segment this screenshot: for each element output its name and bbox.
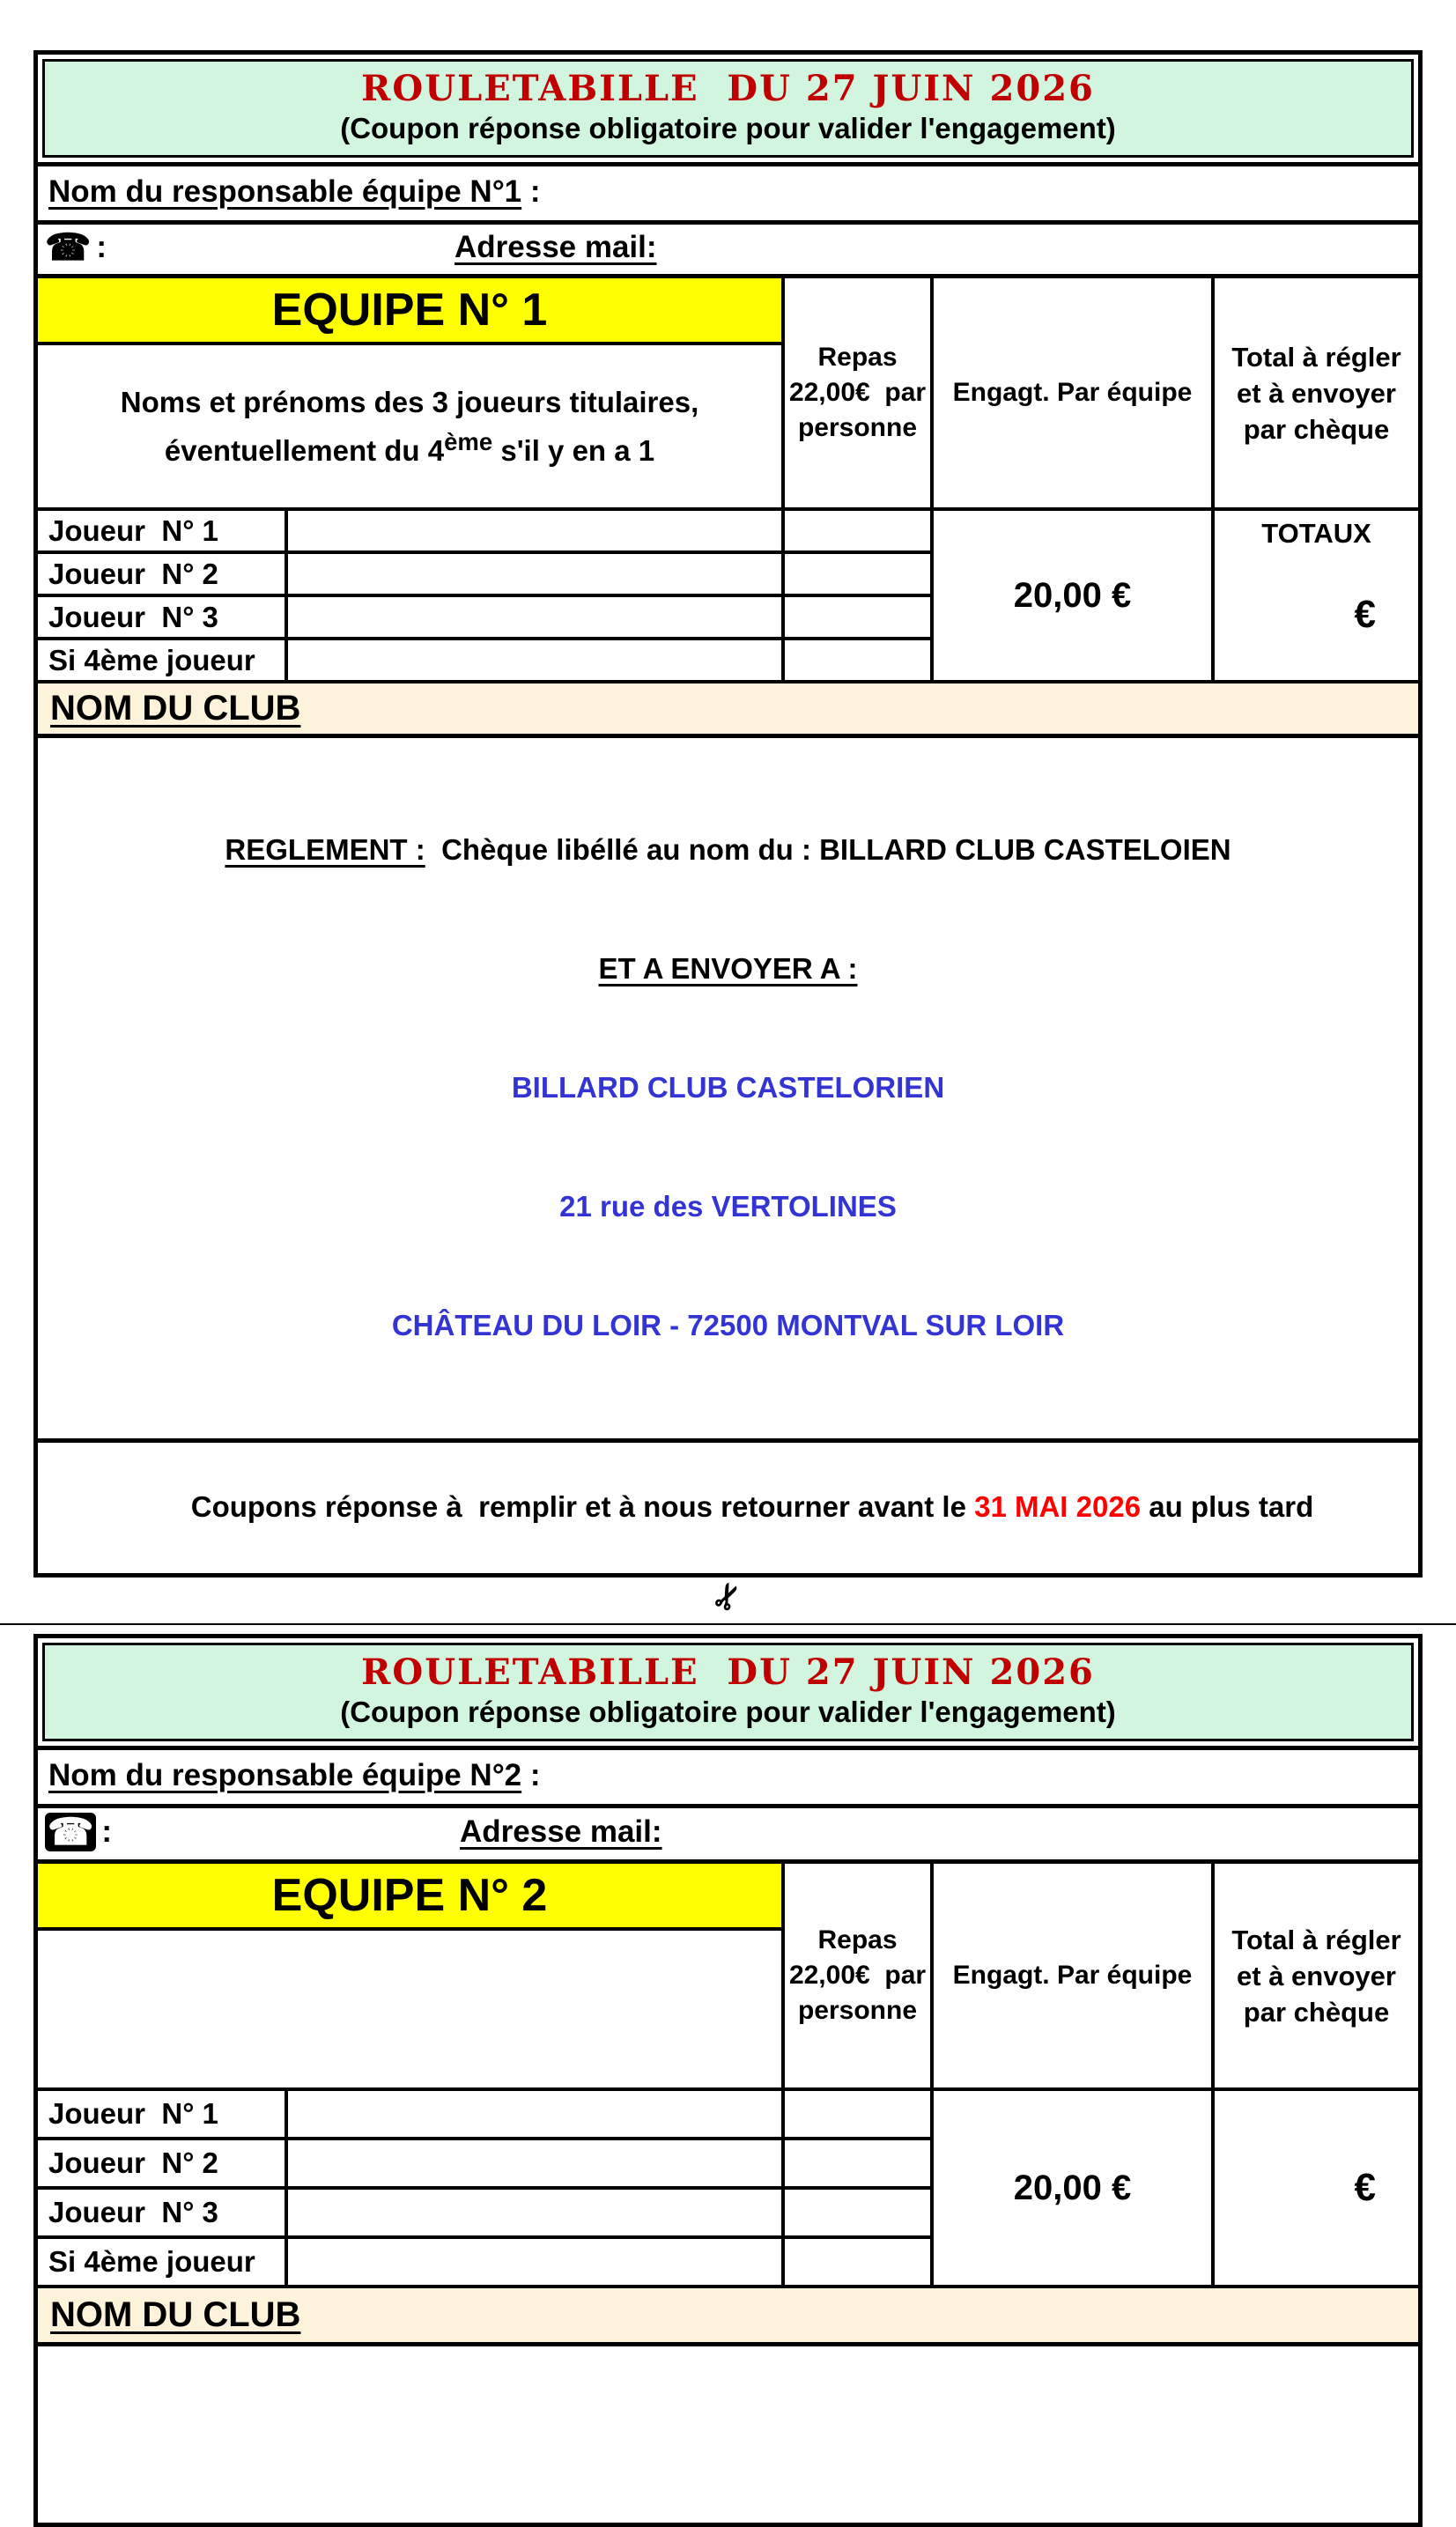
engagement-fee: 20,00 €	[1013, 2168, 1132, 2207]
mail-label: Adresse mail:	[454, 230, 657, 264]
responsable-colon: :	[521, 174, 541, 209]
responsable-row[interactable]	[38, 162, 1418, 220]
event-title: ROULETABILLE DU 27 JUIN 2026	[361, 68, 1095, 109]
player4-label: Si 4ème joueur	[38, 640, 285, 680]
player1-label: Joueur N° 1	[38, 2091, 285, 2137]
event-subtitle: (Coupon réponse obligatoire pour valider l'engagement)	[340, 1696, 1116, 1728]
players-subheader-cell-empty	[38, 1931, 781, 2087]
repas-header-cell: Repas 22,00€ par personne	[785, 278, 930, 507]
player3-name-field[interactable]	[288, 597, 781, 637]
players-subheader-cell: Noms et prénoms des 3 joueurs titulaires, éventuellement du 4ème s'il y en a 1	[38, 345, 781, 507]
empty-bottom-block[interactable]	[38, 2342, 1418, 2523]
player4-repas-field[interactable]	[785, 2239, 930, 2285]
event-subtitle: (Coupon réponse obligatoire pour valider l'engagement)	[340, 112, 1116, 144]
responsable-row[interactable]	[38, 1746, 1418, 1804]
totaux-label: TOTAUX	[1261, 518, 1371, 549]
player4-name-field[interactable]	[288, 640, 781, 680]
club-name-row[interactable]	[38, 683, 1418, 734]
player2-repas-field[interactable]	[785, 2140, 930, 2186]
coupon-team2	[33, 1634, 1423, 2527]
phone-icon: ☎	[45, 1813, 96, 1851]
phone-colon: :	[96, 230, 107, 264]
player1-name-field[interactable]	[288, 2091, 781, 2137]
player1-repas-field[interactable]	[785, 511, 930, 550]
club-label: NOM DU CLUB	[50, 689, 301, 728]
team2-table	[38, 1859, 1418, 2342]
team2-title-cell	[38, 1864, 781, 1927]
player3-repas-field[interactable]	[785, 597, 930, 637]
totals-cell[interactable]	[1215, 511, 1418, 680]
repas-header-cell: Repas 22,00€ par personne	[785, 1864, 930, 2087]
deadline-row: Coupons réponse à remplir et à nous retourner avant le 31 MAI 2026 au plus tard	[38, 1438, 1418, 1573]
player3-label: Joueur N° 3	[38, 597, 285, 637]
engagement-fee-cell	[934, 2091, 1211, 2285]
contact-row[interactable]	[38, 1804, 1418, 1859]
scissors-icon: ✂	[705, 1576, 751, 1618]
phone-colon: :	[101, 1814, 112, 1849]
total-header-cell: Total à régler et à envoyer par chèque	[1215, 1864, 1418, 2087]
engagement-fee: 20,00 €	[1013, 575, 1132, 615]
address-city: CHÂTEAU DU LOIR - 72500 MONTVAL SUR LOIR	[391, 1309, 1065, 1341]
coupon-team1	[33, 50, 1423, 1578]
player3-repas-field[interactable]	[785, 2190, 930, 2235]
event-title: ROULETABILLE DU 27 JUIN 2026	[361, 1651, 1095, 1693]
player2-name-field[interactable]	[288, 2140, 781, 2186]
player2-label: Joueur N° 2	[38, 554, 285, 594]
cut-zone	[33, 1578, 1423, 1634]
responsable-colon: :	[521, 1758, 541, 1792]
euro-sign: €	[1354, 593, 1376, 636]
engagement-header-cell: Engagt. Par équipe	[934, 1864, 1211, 2087]
player2-label: Joueur N° 2	[38, 2140, 285, 2186]
player1-repas-field[interactable]	[785, 2091, 930, 2137]
contact-row[interactable]	[38, 220, 1418, 274]
club-name-row[interactable]	[38, 2288, 1418, 2342]
player4-repas-field[interactable]	[785, 640, 930, 680]
player3-label: Joueur N° 3	[38, 2190, 285, 2235]
team1-title: EQUIPE N° 1	[271, 284, 548, 336]
player4-name-field[interactable]	[288, 2239, 781, 2285]
player2-name-field[interactable]	[288, 554, 781, 594]
event-banner	[42, 59, 1414, 158]
total-header-cell: Total à régler et à envoyer par chèque	[1215, 278, 1418, 507]
phone-icon: ☎	[45, 226, 92, 268]
club-label: NOM DU CLUB	[50, 2295, 301, 2334]
team1-table	[38, 274, 1418, 734]
mail-label: Adresse mail:	[459, 1814, 662, 1849]
player3-name-field[interactable]	[288, 2190, 781, 2235]
reglement-line2: ET A ENVOYER A :	[598, 952, 858, 985]
player2-repas-field[interactable]	[785, 554, 930, 594]
address-street: 21 rue des VERTOLINES	[559, 1190, 897, 1223]
reglement-line1: REGLEMENT : Chèque libéllé au nom du : BILLARD CLUB CASTELOIEN	[225, 833, 1231, 866]
address-club: BILLARD CLUB CASTELORIEN	[511, 1071, 945, 1104]
responsable-label: Nom du responsable équipe N°1	[48, 174, 522, 209]
player1-label: Joueur N° 1	[38, 511, 285, 550]
cut-line	[0, 1623, 1456, 1625]
engagement-header-cell: Engagt. Par équipe	[934, 278, 1211, 507]
responsable-label: Nom du responsable équipe N°2	[48, 1758, 522, 1792]
player1-name-field[interactable]	[288, 511, 781, 550]
team1-title-cell	[38, 278, 781, 342]
deadline-date: 31 MAI 2026	[974, 1490, 1142, 1523]
euro-sign: €	[1354, 2166, 1376, 2209]
team2-title: EQUIPE N° 2	[271, 1870, 548, 1921]
player4-label: Si 4ème joueur	[38, 2239, 285, 2285]
engagement-fee-cell	[934, 511, 1211, 680]
reglement-block	[38, 734, 1418, 1438]
totals-cell[interactable]	[1215, 2091, 1418, 2285]
event-banner	[42, 1643, 1414, 1741]
